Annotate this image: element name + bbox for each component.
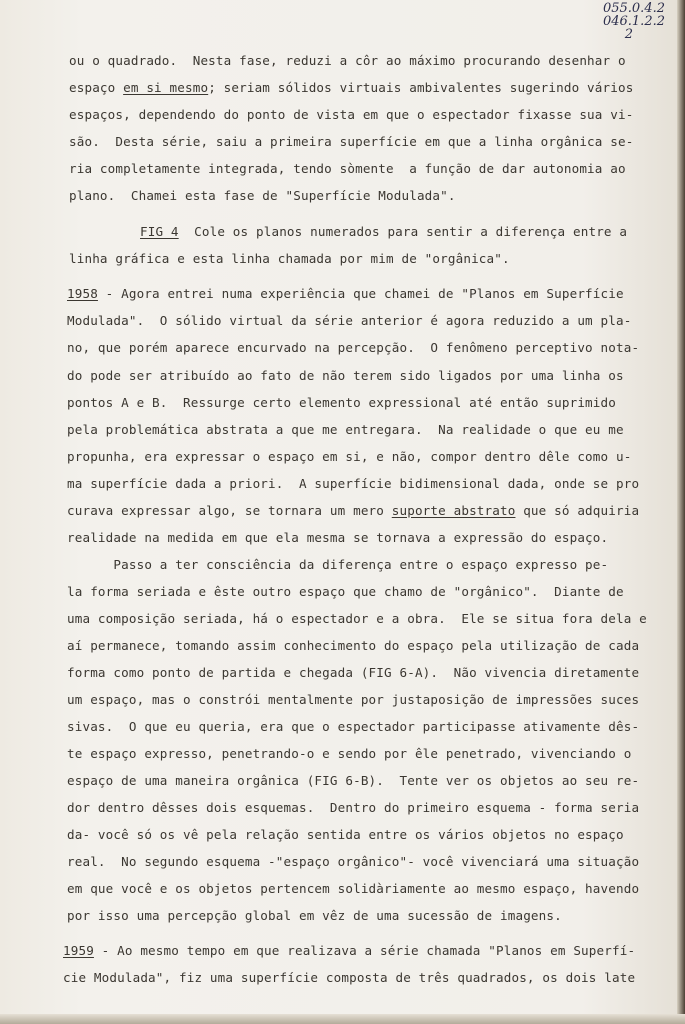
text-line: por isso uma percepção global em vêz de uma sucessão de imagens. bbox=[67, 908, 562, 923]
text-line: ou o quadrado. Nesta fase, reduzi a côr ao máximo procurando desenhar o bbox=[69, 53, 626, 68]
text-line: Modulada". O sólido virtual da série anterior é agora reduzido a um pla- bbox=[67, 313, 632, 328]
text-line: la forma seriada e êste outro espaço que chamo de "orgânico". Diante de bbox=[67, 584, 624, 599]
text-span: que só adquiria bbox=[515, 503, 640, 518]
year-label: 1958 bbox=[67, 286, 98, 301]
text-span: espaço bbox=[69, 80, 124, 95]
fig-label: FIG 4 bbox=[140, 224, 179, 239]
text-line: sivas. O que eu queria, era que o espectador participasse ativamente dês- bbox=[67, 719, 640, 734]
text-line: plano. Chamei esta fase de "Superfície Modulada". bbox=[69, 188, 456, 203]
text-line bbox=[63, 943, 635, 959]
text-line: real. No segundo esquema -"espaço orgânico"- você vivenciará uma situação bbox=[67, 854, 640, 869]
text-line bbox=[140, 224, 627, 240]
text-line: pontos A e B. Ressurge certo elemento expressional até então suprimido bbox=[67, 395, 616, 410]
text-line: espaços, dependendo do ponto de vista em que o espectador fixasse sua vi- bbox=[69, 107, 634, 122]
text-line: aí permanece, tomando assim conhecimento do espaço pela utilização de cada bbox=[67, 638, 640, 653]
underlined-phrase: em si mesmo bbox=[123, 80, 209, 95]
text-line bbox=[67, 503, 639, 519]
page-edge-shadow bbox=[677, 0, 685, 1024]
text-line: no, que porém aparece encurvado na percepção. O fenômeno perceptivo nota- bbox=[67, 340, 640, 355]
text-line: propunha, era expressar o espaço em si, e não, compor dentro dêle como u- bbox=[67, 449, 632, 464]
text-line: Passo a ter consciência da diferença entre o espaço expresso pe- bbox=[67, 557, 609, 572]
text-line: do pode ser atribuído ao fato de não terem sido ligados por uma linha os bbox=[67, 368, 624, 383]
text-line: espaço de uma maneira orgânica (FIG 6-B). Tente ver os objetos ao seu re- bbox=[67, 773, 640, 788]
text-line: te espaço expresso, penetrando-o e sendo por êle penetrado, vivenciando o bbox=[67, 746, 632, 761]
text-span: Cole os planos numerados para sentir a diferença entre a bbox=[178, 224, 628, 239]
text-line: da- você só os vê pela relação sentida entre os vários objetos no espaço bbox=[67, 827, 624, 842]
text-span: - Agora entrei numa experiência que chamei de "Planos em Superfície bbox=[97, 286, 624, 301]
archive-page-number: 2 bbox=[624, 27, 633, 42]
text-span: curava expressar algo, se tornara um mero bbox=[67, 503, 392, 518]
text-line: em que você e os objetos pertencem solidàriamente ao mesmo espaço, havendo bbox=[67, 881, 640, 896]
text-line: ria completamente integrada, tendo sòmente a função de dar autonomia ao bbox=[69, 161, 626, 176]
underlined-phrase: suporte abstrato bbox=[391, 503, 516, 518]
text-line: dor dentro dêsses dois esquemas. Dentro do primeiro esquema - forma seria bbox=[67, 800, 640, 815]
text-line: linha gráfica e esta linha chamada por mim de "orgânica". bbox=[69, 251, 510, 266]
text-line bbox=[67, 286, 624, 302]
year-label: 1959 bbox=[63, 943, 94, 958]
archive-code-line1: 055.0.4.2 bbox=[602, 1, 665, 16]
text-line: forma como ponto de partida e chegada (FIG 6-A). Não vivencia diretamente bbox=[67, 665, 640, 680]
text-line: um espaço, mas o constrói mentalmente por justaposição de impressões suces bbox=[67, 692, 640, 707]
text-span: ; seriam sólidos virtuais ambivalentes sugerindo vários bbox=[208, 80, 634, 95]
text-line: ma superfície dada a priori. A superfície bidimensional dada, onde se pro bbox=[67, 476, 640, 491]
page-bottom-edge bbox=[0, 1014, 685, 1024]
archive-code-handwritten bbox=[545, 2, 665, 41]
text-line: cie Modulada", fiz uma superfície composta de três quadrados, os dois late bbox=[63, 970, 636, 985]
text-line: pela problemática abstrata a que me entregara. Na realidade o que eu me bbox=[67, 422, 624, 437]
archive-code-line2: 046.1.2.2 bbox=[602, 14, 665, 29]
text-span: - Ao mesmo tempo em que realizava a série chamada "Planos em Superfí- bbox=[93, 943, 636, 958]
text-line: realidade na medida em que ela mesma se tornava a expressão do espaço. bbox=[67, 530, 609, 545]
text-line bbox=[69, 80, 633, 96]
text-line: são. Desta série, saiu a primeira superfície em que a linha orgânica se- bbox=[69, 134, 634, 149]
text-line: uma composição seriada, há o espectador e a obra. Ele se situa fora dela e bbox=[67, 611, 647, 626]
